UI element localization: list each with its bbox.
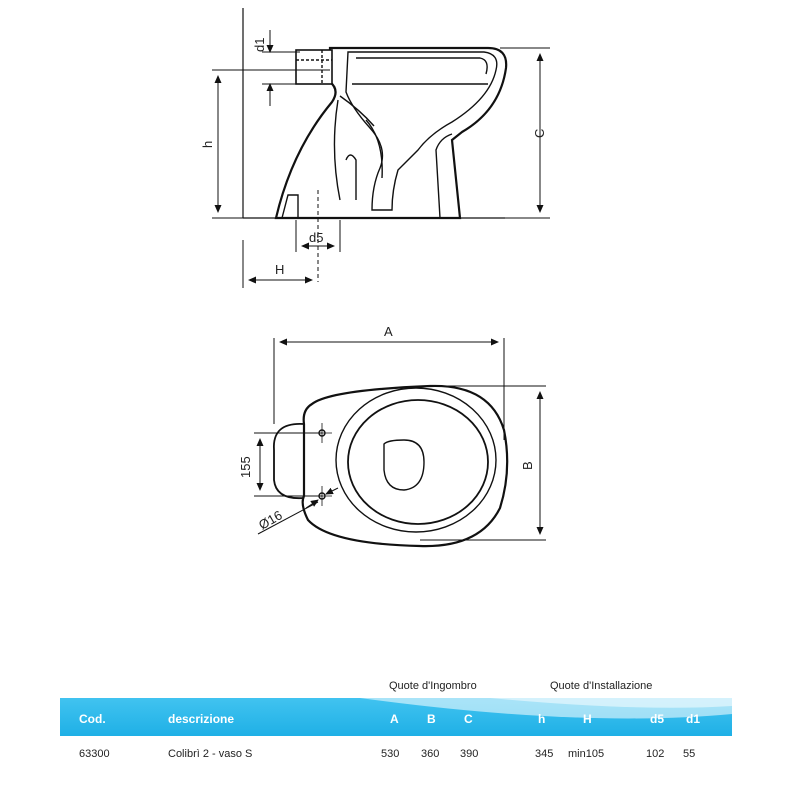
outlet-pipe [296, 50, 332, 84]
label-h: h [200, 140, 215, 148]
label-d1: d1 [252, 37, 267, 52]
cell-cod: 63300 [79, 748, 110, 760]
cell-B: 360 [421, 748, 440, 760]
col-header-descrizione: descrizione [168, 712, 235, 726]
label-d5: d5 [309, 230, 324, 245]
cell-A: 530 [381, 748, 400, 760]
col-header-d1: d1 [686, 712, 701, 726]
top-dimensions [254, 338, 546, 540]
bowl-rim [348, 400, 488, 524]
top-view [274, 386, 507, 546]
label-A: A [384, 324, 393, 339]
cell-descrizione: Colibrì 2 - vaso S [168, 748, 253, 760]
label-C: C [532, 128, 547, 138]
col-header-C: C [464, 712, 473, 726]
col-header-h: h [538, 712, 546, 726]
outlet-end [274, 424, 304, 498]
cell-C: 390 [460, 748, 479, 760]
side-view [243, 8, 506, 282]
col-header-d5: d5 [650, 712, 665, 726]
bowl-opening [384, 440, 424, 490]
col-header-B: B [427, 712, 436, 726]
col-header-A: A [390, 712, 399, 726]
cell-H: min105 [568, 748, 605, 760]
bowl-inner [346, 52, 497, 210]
label-B: B [520, 461, 535, 470]
cell-d1: 55 [683, 748, 696, 760]
group-header-ingombro: Quote d'Ingombro [389, 680, 477, 692]
label-hole-diameter: Ø16 [256, 507, 285, 533]
bowl-top-outline [303, 386, 508, 546]
cell-h: 345 [535, 748, 554, 760]
col-header-H: H [583, 712, 592, 726]
label-155: 155 [238, 456, 253, 478]
label-H: H [275, 262, 285, 277]
cell-d5: 102 [646, 748, 665, 760]
group-header-installazione: Quote d'Installazione [550, 680, 653, 692]
col-header-cod: Cod. [79, 712, 106, 726]
